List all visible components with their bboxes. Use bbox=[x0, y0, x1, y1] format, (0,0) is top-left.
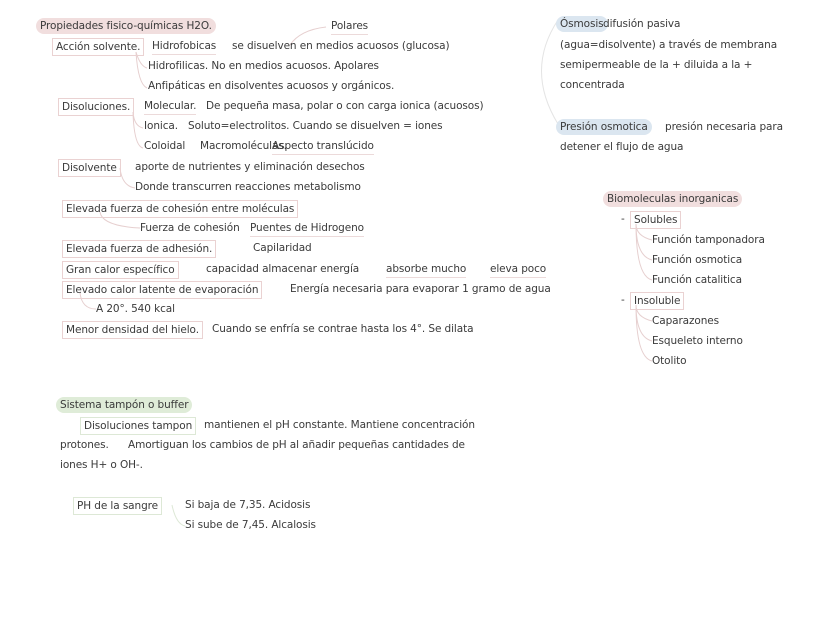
absorbe-text: absorbe mucho bbox=[386, 261, 466, 278]
solubles-item: Función tamponadora bbox=[652, 234, 765, 246]
protones-text: protones. bbox=[60, 439, 109, 451]
molecular-label: Molecular. bbox=[144, 98, 196, 115]
densidad-label: Menor densidad del hielo. bbox=[62, 321, 203, 339]
anfipaticas-text: Anfipáticas en disolventes acuosos y orgánicos. bbox=[148, 80, 395, 92]
osmosis-desc: difusión pasiva bbox=[603, 18, 681, 30]
buffer-title: Sistema tampón o buffer bbox=[56, 397, 192, 413]
ionica-desc: Soluto=electrolitos. Cuando se disuelven = iones bbox=[188, 120, 443, 132]
alcalosis-text: Si sube de 7,45. Alcalosis bbox=[185, 519, 316, 531]
osmosis-label: Ósmosis bbox=[556, 16, 608, 32]
presion-line-2: detener el flujo de agua bbox=[560, 141, 684, 153]
insoluble-item: Esqueleto interno bbox=[652, 335, 743, 347]
adhesion-label: Elevada fuerza de adhesión. bbox=[62, 240, 216, 258]
molecular-desc: De pequeña masa, polar o con carga ionica (acuosos) bbox=[206, 100, 484, 112]
buffer-line-3: iones H+ o OH-. bbox=[60, 459, 143, 471]
energia-text: Energía necesaria para evaporar 1 gramo de agua bbox=[290, 283, 551, 295]
aspecto-text: Aspecto translúcido bbox=[272, 138, 374, 155]
macromoleculas-text: Macromoléculas. bbox=[200, 140, 287, 152]
acidosis-text: Si baja de 7,35. Acidosis bbox=[185, 499, 311, 511]
buffer-line-1: mantienen el pH constante. Mantiene concentración bbox=[204, 419, 475, 431]
solubles-label: Solubles bbox=[630, 211, 681, 229]
section-title-propiedades: Propiedades fisico-químicas H2O. bbox=[36, 18, 216, 34]
calor-especifico-label: Gran calor específico bbox=[62, 261, 179, 279]
polares-label: Polares bbox=[331, 18, 368, 35]
osmosis-line-2: (agua=disolvente) a través de membrana bbox=[560, 39, 778, 51]
fuerza-cohesion-text: Fuerza de cohesión bbox=[140, 222, 240, 234]
hidrofobicas-desc: se disuelven en medios acuosos (glucosa) bbox=[232, 40, 450, 52]
dash: - bbox=[621, 294, 625, 306]
ionica-label: Ionica. bbox=[144, 120, 178, 132]
capilaridad-text: Capilaridad bbox=[253, 242, 312, 254]
dash: - bbox=[621, 213, 625, 225]
coloidal-label: Coloidal bbox=[144, 140, 186, 152]
calor-latente-label: Elevado calor latente de evaporación bbox=[62, 281, 262, 299]
ph-sangre-label: PH de la sangre bbox=[73, 497, 162, 515]
solubles-item: Función catalitica bbox=[652, 274, 742, 286]
hidrofobicas-label: Hidrofobicas bbox=[152, 38, 216, 55]
cohesion-label: Elevada fuerza de cohesión entre moléculas bbox=[62, 200, 298, 218]
puentes-text: Puentes de Hidrogeno bbox=[250, 220, 364, 237]
osmosis-line-3: semipermeable de la + diluida a la + bbox=[560, 59, 753, 71]
insoluble-item: Otolito bbox=[652, 355, 687, 367]
buffer-line-2: Amortiguan los cambios de pH al añadir pequeñas cantidades de bbox=[128, 439, 465, 451]
eleva-text: eleva poco bbox=[490, 261, 546, 278]
hidrofilicas-text: Hidrofilicas. No en medios acuosos. Apolares bbox=[148, 60, 379, 72]
osmosis-line-4: concentrada bbox=[560, 79, 625, 91]
capacidad-text: capacidad almacenar energía bbox=[206, 263, 360, 275]
aporte-text: aporte de nutrientes y eliminación desechos bbox=[135, 161, 365, 173]
disoluciones-label: Disoluciones. bbox=[58, 98, 134, 116]
disolvente-label: Disolvente bbox=[58, 159, 121, 177]
disoluciones-tampon-label: Disoluciones tampon bbox=[80, 417, 196, 435]
biomoleculas-title: Biomoleculas inorganicas bbox=[603, 191, 742, 207]
insoluble-label: Insoluble bbox=[630, 292, 684, 310]
insoluble-item: Caparazones bbox=[652, 315, 720, 327]
solubles-item: Función osmotica bbox=[652, 254, 743, 266]
donde-text: Donde transcurren reacciones metabolismo bbox=[135, 181, 361, 193]
densidad-desc: Cuando se enfría se contrae hasta los 4°. Se dilata bbox=[212, 323, 474, 335]
presion-desc: presión necesaria para bbox=[665, 121, 783, 133]
accion-solvente-label: Acción solvente. bbox=[52, 38, 144, 56]
a20-text: A 20°. 540 kcal bbox=[96, 303, 175, 315]
presion-osmotica-label: Presión osmotica bbox=[556, 119, 652, 135]
